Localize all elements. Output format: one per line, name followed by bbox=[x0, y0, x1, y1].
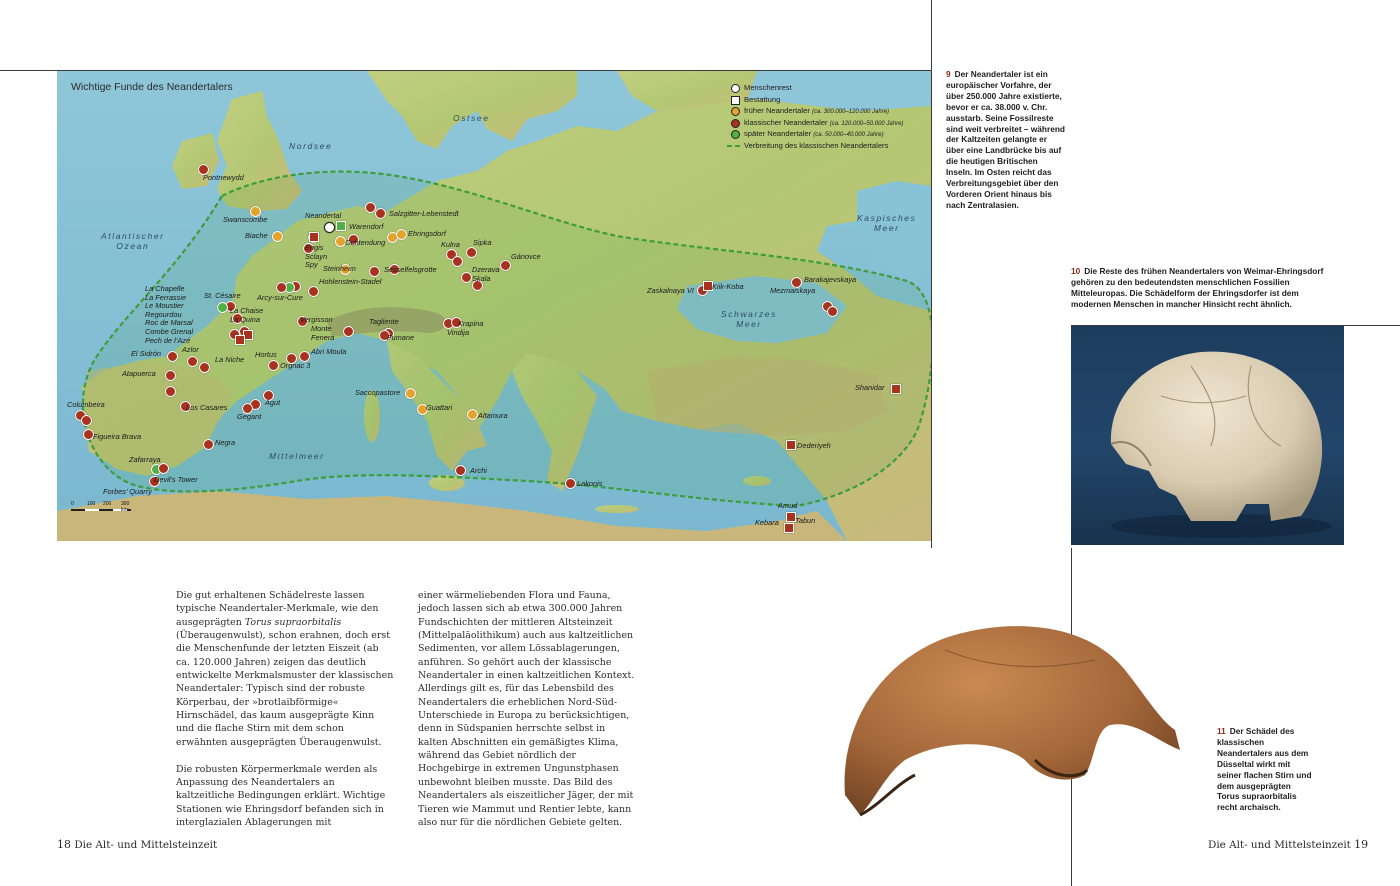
site-label-saccopastore: Saccopastore bbox=[355, 388, 401, 397]
scale-tick-200: 200 bbox=[103, 501, 112, 507]
site-label-kiik-koba: Kiik-Koba bbox=[712, 282, 744, 291]
site-marker bbox=[165, 386, 176, 397]
sea-label-mittelmeer: Mittelmeer bbox=[269, 451, 325, 461]
site-label-salzgitter: Salzgitter-Lebenstedt bbox=[389, 209, 459, 218]
site-marker bbox=[827, 306, 838, 317]
ehringsdorf-skull-illustration bbox=[1071, 326, 1344, 545]
site-marker bbox=[405, 388, 416, 399]
site-marker bbox=[500, 260, 511, 271]
site-marker bbox=[187, 356, 198, 367]
folio-left-title: Die Alt- und Mittelsteinzeit bbox=[74, 839, 218, 851]
site-marker bbox=[343, 326, 354, 337]
sea-label-atlantik: Atlantischer Ozean bbox=[101, 231, 165, 251]
site-marker-burial bbox=[891, 384, 901, 394]
legend-range-frueh: (ca. 300.000–120.000 Jahre) bbox=[811, 109, 890, 115]
folio-right-title: Die Alt- und Mittelsteinzeit bbox=[1208, 839, 1351, 851]
legend-label-spaet: später Neandertaler bbox=[744, 129, 812, 138]
legend-bestattung bbox=[731, 95, 903, 107]
site-label-ochtendung: Ochtendung bbox=[345, 238, 386, 247]
legend-label-frueh: früher Neandertaler bbox=[744, 106, 810, 115]
site-marker bbox=[268, 360, 279, 371]
site-label-steinheim: Steinheim bbox=[323, 264, 356, 273]
legend-range-spaet: (ca. 50.000–40.000 Jahre) bbox=[813, 132, 884, 138]
caption-9-number: 9 bbox=[946, 69, 951, 79]
site-marker bbox=[452, 256, 463, 267]
legend-marker-klassisch bbox=[731, 119, 740, 128]
site-label-pontnewydd: Pontnewydd bbox=[203, 173, 244, 182]
legend-marker-spaet bbox=[731, 130, 740, 139]
site-label-abri-moula: Abri Moula bbox=[311, 347, 347, 356]
body-column-right bbox=[418, 589, 636, 829]
site-label-st-cesaire: St. Césaire bbox=[204, 291, 241, 300]
site-label-agut: Agut bbox=[265, 398, 281, 407]
folio-left-page-number: 18 bbox=[57, 838, 71, 851]
scale-tick-0: 0 bbox=[71, 501, 74, 507]
site-label-neandertal: Neandertal bbox=[305, 211, 342, 220]
body-left-paragraph-1 bbox=[176, 589, 394, 749]
body-right-paragraph-1: einer wärmeliebenden Flora und Fauna, jedoch lassen sich ab etwa 300.000 Jahren Fundschichten der mittleren Altsteinzeit (Mittelpaläolithikum) auch aus kaltzeitlichen Sedimenten, vor allem Lössablagerungen, anführen. So gehört auch der klassische Neandertaler in einen kaltzeitlichen Kontext. Allerdings gilt es, für das Lebensbild des Neandertalers die erheblichen Nord-Süd-Unterschiede in Europa zu berücksichtigen, denn in Südspanien herrschte selbst in kalten Abschnitten ein gemäßigtes Klima, während das Gebiet nördlich der Hochgebirge in extremen Ungunstphasen unbewohnt bleiben musste. Das Bild des Neandertalers als eiszeitlicher Jäger, der mit Tieren wie Mammut und Rentier lebte, kann also nur für die nördlichen Gebiete gelten. bbox=[418, 590, 635, 828]
scale-tick-300: 300 km bbox=[121, 501, 130, 513]
site-label-fumane: Fumane bbox=[387, 333, 415, 342]
folio-right bbox=[1208, 838, 1368, 851]
site-label-shanidar: Shanidar bbox=[855, 383, 885, 392]
site-label-el-sidron: El Sidrón bbox=[131, 349, 161, 358]
site-label-kulna: Kulna bbox=[441, 240, 460, 249]
site-label-dzerava-skala: Dzerava Skala bbox=[472, 265, 500, 283]
site-marker bbox=[272, 231, 283, 242]
site-label-barakajevskaya: Barakajevskaya bbox=[804, 275, 857, 284]
sea-label-schwarzes-meer: Schwarzes Meer bbox=[721, 309, 777, 329]
site-label-archi: Archi bbox=[470, 466, 487, 475]
site-label-ehringsdorf: Ehringsdorf bbox=[408, 229, 446, 238]
legend-klassisch bbox=[731, 118, 903, 130]
caption-11 bbox=[1217, 726, 1312, 813]
legend-marker-menschenrest bbox=[731, 84, 740, 93]
site-label-engis-sclayn-spy: Engis Sclayn Spy bbox=[305, 243, 328, 270]
site-marker bbox=[466, 247, 477, 258]
site-marker bbox=[324, 222, 335, 233]
site-label-vindija: Vindija bbox=[447, 328, 470, 337]
legend-marker-bestattung bbox=[731, 96, 740, 105]
site-label-warendorf: Warendorf bbox=[349, 222, 384, 231]
legend-frueh bbox=[731, 106, 903, 118]
neanderthal-finds-map bbox=[57, 71, 931, 541]
site-marker-burial bbox=[336, 221, 346, 231]
site-label-gegant: Gegant bbox=[237, 412, 262, 421]
site-label-hortus: Hortus bbox=[255, 350, 277, 359]
body-left-paragraph-2: Die robusten Körpermerkmale werden als Anpassung des Neandertalers an kaltzeitliche Bedingungen erklärt. Wichtige Stationen wie Ehringsdorf befanden sich in interglazialen Ablagerungen mit bbox=[176, 763, 386, 828]
site-label-altamura: Altamura bbox=[478, 411, 508, 420]
site-label-dederiyeh: Dederiyeh bbox=[797, 441, 831, 450]
site-label-biache: Biache bbox=[245, 231, 268, 240]
neandertal-skull-illustration bbox=[825, 610, 1205, 840]
site-marker bbox=[565, 478, 576, 489]
site-list-dordogne: La Chapelle La Ferrassie Le Moustier Regourdou Roc de Marsal Combe Grenal Pech de l’Azé bbox=[145, 284, 194, 345]
site-marker-burial bbox=[235, 335, 245, 345]
legend-marker-verbreitung bbox=[727, 145, 740, 147]
body-left-p1-a: Die gut erhaltenen Schädelreste lassen typische Neandertaler-Merkmale, wie den ausgeprägten bbox=[176, 590, 379, 628]
site-marker bbox=[461, 272, 472, 283]
gutter-rule-top bbox=[931, 0, 932, 548]
site-label-lakonis: Lakonis bbox=[577, 479, 603, 488]
site-label-mezmaiskaya: Mezmaiskaya bbox=[770, 286, 816, 295]
caption-10-number: 10 bbox=[1071, 266, 1081, 276]
legend-label-klassisch: klassischer Neandertaler bbox=[744, 117, 828, 127]
site-marker bbox=[167, 351, 178, 362]
caption-9 bbox=[946, 69, 1066, 211]
legend-marker-frueh bbox=[731, 107, 740, 116]
legend-menschenrest bbox=[731, 83, 903, 95]
site-label-krapina: Krapina bbox=[458, 319, 484, 328]
site-marker-burial bbox=[784, 523, 794, 533]
site-label-swanscombe: Swanscombe bbox=[223, 215, 268, 224]
legend-verbreitung bbox=[731, 141, 903, 153]
site-label-tagliente: Tagliente bbox=[369, 317, 399, 326]
body-left-p1-em: Torus supraorbitalis bbox=[244, 616, 342, 628]
site-marker bbox=[199, 362, 210, 373]
site-label-azlor: Azlor bbox=[182, 345, 199, 354]
site-marker bbox=[158, 463, 169, 474]
neandertal-skull-photo bbox=[825, 610, 1205, 840]
caption-9-text: Der Neandertaler ist ein europäischer Vorfahre, der über 250.000 Jahre existierte, bevor er ca. 38.000 v. Chr. ausstarb. Seine Fossilreste sind weit verbreitet – während der Kaltzeiten gelangte er über eine Landbrücke bis auf die heutigen Britischen Inseln. Im Osten reicht das Verbreitungsgebiet über den Vorderen Orient hinaus bis nach Zentralasien. bbox=[946, 69, 1065, 210]
caption-10 bbox=[1071, 266, 1327, 310]
site-label-forbes: Forbes’ Quarry bbox=[103, 487, 152, 496]
caption-11-number: 11 bbox=[1217, 726, 1226, 736]
sea-label-ostsee: Ostsee bbox=[453, 113, 490, 123]
site-marker bbox=[217, 302, 228, 313]
site-label-orgnac: Orgnac 3 bbox=[280, 361, 311, 370]
site-label-zafarraya: Zafarraya bbox=[129, 455, 161, 464]
site-label-amud: Amud bbox=[778, 501, 798, 510]
site-label-guattari: Guattari bbox=[426, 403, 453, 412]
sea-label-kaspisches-meer: Kaspisches Meer bbox=[857, 213, 917, 233]
legend-label-bestattung: Bestattung bbox=[744, 94, 781, 104]
site-label-los-casares: Los Casares bbox=[186, 403, 228, 412]
caption-10-text: Die Reste des frühen Neandertalers von Weimar-Ehringsdorf gehören zu den bedeutendsten menschlichen Fossilien Mitteleuropas. Die Schädelform der Ehringsdorfer ist dem modernen Menschen in mancher Hinsicht recht ähnlich. bbox=[1071, 266, 1324, 309]
site-marker bbox=[455, 465, 466, 476]
site-marker bbox=[81, 415, 92, 426]
legend-label-verbreitung: Verbreitung des klassischen Neandertalers bbox=[744, 140, 889, 150]
sea-label-nordsee: Nordsee bbox=[289, 141, 333, 151]
map-legend bbox=[731, 83, 903, 152]
site-marker-burial bbox=[309, 232, 319, 242]
map-title: Wichtige Funde des Neandertalers bbox=[71, 81, 233, 93]
crete bbox=[595, 505, 639, 513]
folio-left bbox=[57, 838, 217, 851]
legend-spaet bbox=[731, 129, 903, 141]
site-label-devils-tower: Devil’s Tower bbox=[154, 475, 198, 484]
site-marker bbox=[308, 286, 319, 297]
body-column-left bbox=[176, 589, 394, 829]
site-label-arcy: Arcy-sur-Cure bbox=[257, 293, 303, 302]
site-label-la-niche: La Niche bbox=[215, 355, 245, 364]
site-marker bbox=[276, 282, 287, 293]
site-label-vergisson: Vergisson bbox=[300, 315, 333, 324]
caption-11-text: Der Schädel des klassischen Neandertalers aus dem Düsseltal wirkt mit seiner flachen Stirn und dem ausgeprägten Torus supraorbitalis recht archaisch. bbox=[1217, 726, 1312, 813]
site-label-monte-fenera: Monte Fenera bbox=[311, 324, 335, 342]
legend-range-klassisch: (ca. 120.000–50.000 Jahre) bbox=[829, 120, 904, 127]
site-marker bbox=[369, 266, 380, 277]
site-marker-burial bbox=[786, 440, 796, 450]
site-label-hohlenstein: Hohlenstein-Stadel bbox=[319, 277, 382, 286]
site-label-zaskalnaya: Zaskalnaya VI bbox=[647, 286, 694, 295]
site-label-sipka: Sipka bbox=[473, 238, 492, 247]
site-label-figueira: Figueira Brava bbox=[93, 432, 142, 441]
legend-label-menschenrest: Menschenrest bbox=[744, 83, 792, 92]
folio-right-page-number: 19 bbox=[1354, 838, 1369, 851]
site-label-la-chaise: La Chaise La Quina bbox=[230, 306, 264, 324]
site-label-kebara: Kebara bbox=[755, 518, 779, 527]
site-label-tabun: Tabun bbox=[795, 516, 816, 525]
site-label-negra: Negra bbox=[215, 438, 236, 447]
site-marker bbox=[396, 229, 407, 240]
scale-tick-100: 100 bbox=[87, 501, 96, 507]
site-label-columbeira: Columbeira bbox=[67, 400, 105, 409]
site-marker bbox=[375, 208, 386, 219]
ehringsdorf-skull-photo bbox=[1071, 326, 1344, 545]
site-marker bbox=[203, 439, 214, 450]
site-label-gánovce: Gánovce bbox=[511, 252, 541, 261]
body-left-p1-b: (Überaugenwulst), schon erahnen, doch erst die Menschenfunde der letzten Eiszeit (ab ca. 120.000 Jahren) zeigen das deutlich entwickelte Merkmalsmuster der klassischen Neandertaler: Typisch sind der robuste Körperbau, der »brotlaibförmige« Hirnschädel, das kaum ausgeprägte Kinn und die flache Stirn mit dem schon erwähnten ausgeprägten Überaugenwulst. bbox=[176, 630, 394, 748]
site-marker bbox=[467, 409, 478, 420]
site-label-sesselfelsgrotte: Sesselfelsgrotte bbox=[384, 265, 437, 274]
site-label-atapuerca: Atapuerca bbox=[122, 369, 156, 378]
site-marker bbox=[165, 370, 176, 381]
